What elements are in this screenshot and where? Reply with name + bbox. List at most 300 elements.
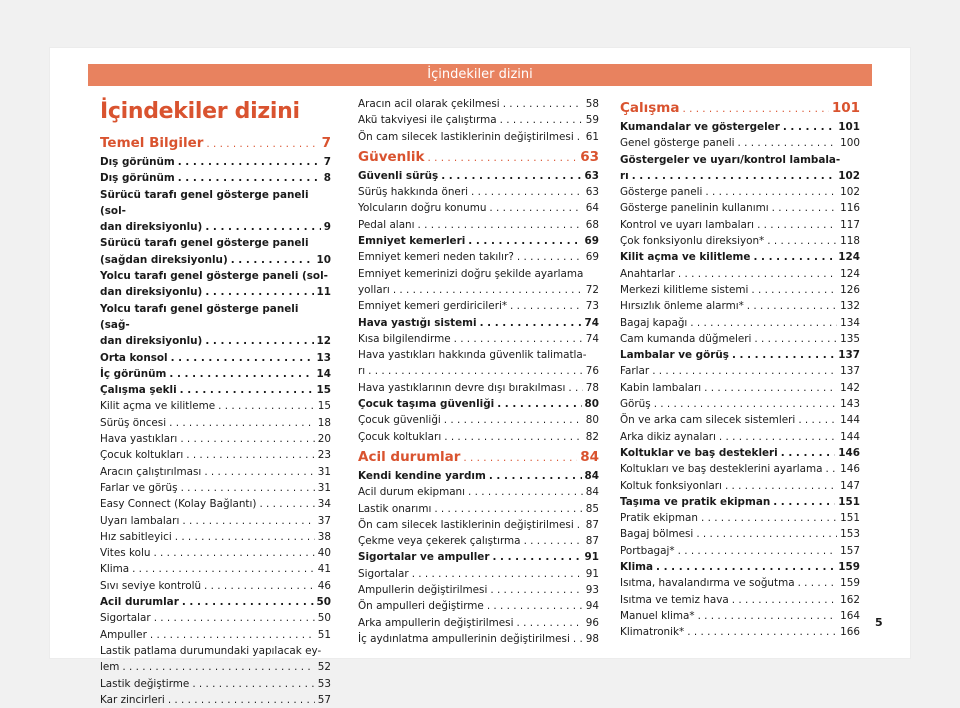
toc-entry-text-line: Göstergeler ve uyarı/kontrol lambala-	[620, 153, 841, 166]
toc-entry	[358, 217, 599, 233]
toc-page-number: 12	[316, 335, 331, 348]
toc-entry-text: Acil durum ekipmanı	[358, 486, 466, 499]
toc-page-number: 143	[840, 398, 860, 411]
dot-leader	[524, 533, 583, 549]
toc-entry	[358, 549, 599, 565]
page-title: İçindekiler dizini	[100, 99, 300, 124]
toc-page-number: 53	[317, 677, 331, 690]
toc-entry-last-line	[100, 333, 331, 349]
dot-leader	[180, 431, 314, 447]
toc-section-heading	[358, 147, 599, 168]
toc-entry-text: Sürüş hakkında öneri	[358, 186, 468, 199]
toc-entry-text: Genel gösterge paneli	[620, 137, 735, 150]
toc-entry-text: Lambalar ve görüş	[620, 349, 729, 362]
toc-entry	[620, 559, 860, 575]
toc-entry	[358, 298, 599, 314]
toc-entry-multiline	[100, 187, 331, 236]
dot-leader	[480, 315, 582, 331]
toc-entry-text: Arka dikiz aynaları	[620, 430, 716, 443]
toc-page-number: 164	[840, 609, 860, 622]
toc-entry	[100, 415, 331, 431]
toc-page-number: 135	[840, 332, 860, 345]
toc-entry-text: Kumandalar ve göstergeler	[620, 121, 780, 133]
dot-leader	[798, 412, 837, 428]
dot-leader	[393, 282, 583, 298]
toc-entry	[100, 431, 331, 447]
toc-entry	[358, 615, 599, 631]
dot-leader	[517, 249, 583, 265]
toc-page-number: 63	[584, 169, 599, 182]
toc-column-2	[358, 96, 599, 647]
toc-column-1	[100, 96, 331, 708]
toc-page-number: 137	[840, 365, 860, 378]
toc-page-number: 159	[840, 577, 860, 590]
toc-entry	[620, 396, 860, 412]
toc-entry-text: rı	[358, 365, 366, 378]
dot-leader	[656, 559, 835, 575]
toc-entry-text: Kilit açma ve kilitleme	[620, 251, 751, 264]
toc-entry	[358, 168, 599, 184]
toc-entry	[100, 480, 331, 496]
toc-entry	[620, 249, 860, 265]
toc-entry	[100, 692, 331, 708]
toc-entry-text: Çalışma	[620, 100, 680, 116]
toc-page-number: 132	[840, 300, 860, 313]
toc-page-number: 84	[585, 486, 599, 499]
toc-page-number: 91	[584, 551, 599, 564]
toc-page-number: 69	[584, 235, 599, 248]
toc-entry	[620, 233, 860, 249]
toc-entry-text: Sigortalar	[100, 612, 151, 625]
toc-entry	[358, 566, 599, 582]
dot-leader	[577, 129, 583, 145]
toc-page-number: 147	[840, 479, 860, 492]
dot-leader	[412, 566, 583, 582]
toc-entry	[358, 598, 599, 614]
dot-leader	[489, 200, 582, 216]
toc-entry-text: Gösterge paneli	[620, 186, 703, 199]
toc-page-number: 14	[316, 367, 331, 380]
toc-page-number: 100	[840, 137, 860, 150]
dot-leader	[231, 252, 314, 268]
toc-page-number: 63	[585, 186, 599, 199]
toc-entry	[620, 266, 860, 282]
dot-leader	[205, 284, 313, 300]
dot-leader	[205, 219, 320, 235]
dot-leader	[218, 398, 315, 414]
toc-entry-text: Cam kumanda düğmeleri	[620, 332, 752, 345]
toc-page-number: 11	[316, 286, 331, 299]
dot-leader	[487, 598, 583, 614]
toc-entry-last-line	[358, 282, 599, 298]
toc-entry-text: Güvenli sürüş	[358, 169, 439, 182]
toc-entry-text: Hırsızlık önleme alarmı*	[620, 300, 744, 313]
toc-page-number: 126	[840, 283, 860, 296]
toc-page-number: 146	[840, 463, 860, 476]
dot-leader	[182, 513, 314, 529]
dot-leader	[682, 99, 828, 119]
toc-page-number: 144	[840, 430, 860, 443]
toc-entry-text: Uyarı lambaları	[100, 514, 180, 527]
toc-entry	[620, 135, 860, 151]
toc-entry-text: Ön cam silecek lastiklerinin değiştirilmesi	[358, 130, 574, 143]
dot-leader	[428, 148, 578, 168]
toc-page-number: 7	[323, 156, 331, 168]
dot-leader	[490, 582, 582, 598]
dot-leader	[204, 578, 315, 594]
toc-page-number: 134	[840, 316, 860, 329]
toc-entry	[358, 184, 599, 200]
toc-entry-text: Arka ampullerin değiştirilmesi	[358, 616, 514, 629]
dot-leader	[168, 692, 315, 708]
toc-page-number: 116	[840, 202, 860, 215]
dot-leader	[169, 415, 315, 431]
toc-entry	[100, 170, 331, 186]
toc-entry	[620, 510, 860, 526]
toc-entry-text: Dış görünüm	[100, 156, 175, 168]
dot-leader	[719, 429, 837, 445]
toc-entry	[100, 447, 331, 463]
toc-page-number: 18	[317, 416, 331, 429]
toc-entry-text: Isıtma, havalandırma ve soğutma	[620, 577, 795, 590]
toc-entry-text: Lastik değiştirme	[100, 677, 190, 690]
toc-entry	[620, 315, 860, 331]
toc-entry	[620, 478, 860, 494]
toc-entry-text: Portbagaj*	[620, 544, 675, 557]
toc-entry	[620, 363, 860, 379]
toc-entry-text: Taşıma ve pratik ekipman	[620, 495, 771, 508]
toc-entry	[100, 627, 331, 643]
toc-page-number: 57	[317, 693, 331, 706]
toc-entry	[358, 380, 599, 396]
toc-entry	[100, 513, 331, 529]
toc-entry-text: İç aydınlatma ampullerinin değiştirilmesi	[358, 632, 570, 645]
toc-entry-text: Ön ampulleri değiştirme	[358, 600, 484, 613]
toc-entry	[358, 315, 599, 331]
toc-entry	[620, 592, 860, 608]
toc-entry-text: Hava yastığı sistemi	[358, 316, 477, 329]
toc-page-number: 94	[585, 600, 599, 613]
dot-leader	[732, 347, 835, 363]
toc-entry-text: Çok fonksiyonlu direksiyon*	[620, 235, 765, 248]
dot-leader	[497, 396, 581, 412]
dot-leader	[206, 134, 318, 154]
toc-page-number: 98	[585, 632, 599, 645]
toc-page-number: 15	[317, 400, 331, 413]
toc-entry-text: Yolcuların doğru konumu	[358, 202, 487, 215]
toc-page-number: 58	[585, 98, 599, 110]
toc-entry	[100, 676, 331, 692]
toc-page-number: 124	[838, 251, 860, 264]
toc-page-number: 68	[585, 218, 599, 231]
toc-entry	[100, 464, 331, 480]
dot-leader	[754, 331, 837, 347]
toc-page-number: 151	[840, 512, 860, 525]
dot-leader	[171, 350, 314, 366]
toc-entry	[100, 398, 331, 414]
toc-section-heading	[620, 98, 860, 119]
toc-entry	[620, 429, 860, 445]
dot-leader	[178, 170, 321, 186]
toc-entry-text-line: Yolcu tarafı genel gösterge paneli (sağ-	[100, 302, 299, 331]
toc-page-number: 162	[840, 593, 860, 606]
toc-entry	[100, 529, 331, 545]
toc-page-number: 59	[585, 114, 599, 127]
toc-entry-multiline	[100, 268, 331, 301]
toc-entry	[358, 517, 599, 533]
dot-leader	[444, 412, 583, 428]
dot-leader	[192, 676, 314, 692]
toc-page-number: 118	[840, 235, 860, 248]
dot-leader	[441, 168, 581, 184]
toc-page-number: 151	[838, 495, 860, 508]
toc-page-number: 166	[840, 626, 860, 639]
dot-leader	[471, 184, 583, 200]
dot-leader	[503, 96, 583, 112]
dot-leader	[654, 396, 837, 412]
toc-entry	[358, 396, 599, 412]
toc-entry-text: lem	[100, 661, 120, 674]
toc-entry-text: Ampuller	[100, 628, 147, 641]
toc-entry-text: Farlar	[620, 365, 650, 378]
toc-entry-multiline	[100, 235, 331, 268]
toc-page-number: 50	[317, 612, 331, 625]
dot-leader	[773, 494, 835, 510]
dot-leader	[368, 363, 583, 379]
toc-entry-text: Koltuk fonksiyonları	[620, 479, 722, 492]
toc-page-number: 51	[317, 628, 331, 641]
toc-page-number: 64	[585, 202, 599, 215]
toc-entry-text: Klima	[100, 563, 130, 576]
toc-entry	[100, 366, 331, 382]
toc-entry	[620, 298, 860, 314]
toc-entry-text: dan direksiyonlu)	[100, 335, 203, 348]
toc-entry-multiline	[358, 347, 599, 380]
toc-entry-text: Hava yastıkları	[100, 433, 178, 446]
toc-entry	[358, 233, 599, 249]
toc-entry-text: Easy Connect (Kolay Bağlantı)	[100, 498, 257, 511]
toc-entry	[620, 200, 860, 216]
toc-page-number: 87	[585, 518, 599, 531]
toc-entry-text: Çocuk güvenliği	[358, 414, 441, 427]
toc-page-number: 101	[838, 121, 860, 133]
toc-page-number: 46	[317, 579, 331, 592]
toc-entry-text: Anahtarlar	[620, 267, 675, 280]
dot-leader	[181, 480, 315, 496]
toc-entry-text: Kendi kendine yardım	[358, 469, 486, 482]
toc-page-number: 31	[317, 481, 331, 494]
toc-entry-text: Güvenlik	[358, 148, 425, 165]
toc-entry-text: Sürüş öncesi	[100, 416, 167, 429]
toc-entry-text: Aracın çalıştırılması	[100, 465, 202, 478]
toc-entry-text: yolları	[358, 283, 390, 296]
toc-page-number: 31	[317, 465, 331, 478]
toc-entry	[358, 484, 599, 500]
toc-page-number: 80	[584, 398, 599, 411]
toc-entry	[620, 624, 860, 640]
dot-leader	[701, 510, 837, 526]
toc-entry	[100, 350, 331, 366]
toc-entry-text: Ampullerin değiştirilmesi	[358, 584, 488, 597]
dot-leader	[500, 112, 583, 128]
dot-leader	[704, 380, 837, 396]
dot-leader	[690, 315, 837, 331]
dot-leader	[698, 608, 838, 624]
toc-entry	[620, 331, 860, 347]
toc-entry-text: Çocuk koltukları	[100, 449, 184, 462]
dot-leader	[492, 549, 581, 565]
toc-entry	[358, 249, 599, 265]
toc-page-number: 96	[585, 616, 599, 629]
toc-entry-text: Kar zincirleri	[100, 693, 165, 706]
toc-entry-text: Emniyet kemeri gerdiricileri*	[358, 300, 508, 313]
toc-page-number: 157	[840, 544, 860, 557]
toc-entry	[100, 154, 331, 170]
toc-entry-text: Gösterge panelinin kullanımı	[620, 202, 769, 215]
toc-page-number: 144	[840, 414, 860, 427]
dot-leader	[468, 484, 583, 500]
dot-leader	[178, 154, 321, 170]
toc-page-number: 23	[317, 449, 331, 462]
toc-page-number: 84	[584, 469, 599, 482]
toc-entry-text: Dış görünüm	[100, 172, 175, 185]
toc-entry-last-line	[620, 168, 860, 184]
toc-entry	[620, 282, 860, 298]
toc-entry-text: dan direksiyonlu)	[100, 221, 203, 234]
toc-page-number: 34	[317, 498, 331, 511]
dot-leader	[154, 610, 315, 626]
page-header: İçindekiler dizini	[100, 64, 860, 86]
toc-entry-last-line	[100, 219, 331, 235]
toc-entry-text: Akü takviyesi ile çalıştırma	[358, 114, 497, 127]
toc-page-number: 159	[838, 561, 860, 574]
toc-entry	[358, 129, 599, 145]
toc-page-number: 80	[585, 414, 599, 427]
toc-column-3	[620, 96, 860, 641]
toc-entry	[620, 494, 860, 510]
toc-page-number: 7	[321, 135, 331, 151]
toc-entry-text: Bagaj kapağı	[620, 316, 688, 329]
toc-page-number: 91	[585, 567, 599, 580]
toc-entry-text: Emniyet kemerleri	[358, 235, 466, 248]
toc-entry-text-line: Sürücü tarafı genel gösterge paneli	[100, 237, 309, 250]
toc-entry-text: Klimatronik*	[620, 626, 685, 639]
toc-page-number: 9	[323, 221, 331, 234]
toc-entry	[620, 412, 860, 428]
toc-page-number: 124	[840, 267, 860, 280]
dot-leader	[705, 184, 837, 200]
toc-entry-text: Pratik ekipman	[620, 512, 698, 525]
toc-entry-text: Lastik onarımı	[358, 502, 432, 515]
toc-entry	[358, 429, 599, 445]
toc-entry-text-line: Yolcu tarafı genel gösterge paneli (sol-	[100, 270, 328, 283]
toc-entry	[358, 631, 599, 647]
dot-leader	[182, 594, 314, 610]
dot-leader	[418, 217, 583, 233]
toc-entry-text: Ön ve arka cam silecek sistemleri	[620, 414, 796, 427]
toc-entry-text: İç görünüm	[100, 367, 167, 380]
dot-leader	[434, 501, 582, 517]
toc-entry	[100, 578, 331, 594]
toc-entry-text: Orta konsol	[100, 351, 168, 364]
toc-entry	[358, 412, 599, 428]
toc-page-number: 87	[585, 535, 599, 548]
dot-leader	[175, 529, 315, 545]
dot-leader	[751, 282, 837, 298]
toc-entry-text-line: Lastik patlama durumundaki yapılacak ey-	[100, 644, 322, 657]
toc-page-number: 76	[585, 365, 599, 378]
toc-entry-text: dan direksiyonlu)	[100, 286, 203, 299]
dot-leader	[678, 543, 838, 559]
toc-entry-text: rı	[620, 169, 629, 182]
dot-leader	[738, 135, 838, 151]
toc-section-heading	[358, 447, 599, 468]
dot-leader	[489, 468, 582, 484]
toc-entry-text-line: Hava yastıkları hakkında güvenlik talimatla-	[358, 349, 587, 362]
toc-page-number: 137	[838, 349, 860, 362]
toc-entry-text: Koltukları ve baş desteklerini ayarlama	[620, 463, 823, 476]
toc-page-number: 84	[580, 448, 599, 465]
dot-leader	[186, 447, 315, 463]
dot-leader	[568, 380, 582, 396]
toc-page-number: 74	[585, 332, 599, 345]
dot-leader	[122, 659, 314, 675]
dot-leader	[747, 298, 837, 314]
toc-entry	[100, 610, 331, 626]
toc-entry-text: Merkezi kilitleme sistemi	[620, 283, 749, 296]
dot-leader	[573, 631, 583, 647]
toc-entry-text: Hava yastıklarının devre dışı bırakılması	[358, 381, 566, 394]
toc-page-number: 82	[585, 430, 599, 443]
toc-page-number: 101	[831, 100, 860, 116]
toc-page-number: 13	[316, 351, 331, 364]
toc-entry-text-line: Emniyet kemerinizi doğru şekilde ayarlama	[358, 267, 584, 280]
toc-entry-text: Acil durumlar	[100, 596, 179, 609]
toc-entry-multiline	[100, 301, 331, 350]
dot-leader	[150, 627, 315, 643]
dot-leader	[678, 266, 837, 282]
toc-entry-text: Çocuk koltukları	[358, 430, 442, 443]
toc-page-number: 41	[317, 563, 331, 576]
dot-leader	[687, 624, 837, 640]
dot-leader	[632, 168, 836, 184]
toc-entry-text: (sağdan direksiyonlu)	[100, 253, 228, 266]
toc-page-number: 74	[584, 316, 599, 329]
toc-entry	[620, 184, 860, 200]
dot-leader	[204, 464, 314, 480]
toc-entry-text: Çekme veya çekerek çalıştırma	[358, 535, 521, 548]
toc-entry	[100, 561, 331, 577]
toc-page-number: 93	[585, 584, 599, 597]
toc-page-number: 38	[317, 530, 331, 543]
toc-entry-text: Pedal alanı	[358, 218, 415, 231]
toc-page-number: 69	[585, 251, 599, 264]
toc-entry-text: Isıtma ve temiz hava	[620, 593, 729, 606]
toc-entry-text: Görüş	[620, 398, 651, 411]
toc-entry-text: Hız sabitleyici	[100, 530, 172, 543]
toc-entry-last-line	[100, 284, 331, 300]
toc-entry	[100, 594, 331, 610]
toc-entry-text: Kontrol ve uyarı lambaları	[620, 218, 755, 231]
dot-leader	[732, 592, 837, 608]
toc-entry	[358, 331, 599, 347]
toc-entry	[358, 200, 599, 216]
toc-page-number: 63	[580, 148, 599, 165]
toc-entry-text: Kabin lambaları	[620, 381, 702, 394]
toc-entry	[620, 608, 860, 624]
dot-leader	[516, 615, 582, 631]
toc-entry-text: Sıvı seviye kontrolü	[100, 579, 202, 592]
